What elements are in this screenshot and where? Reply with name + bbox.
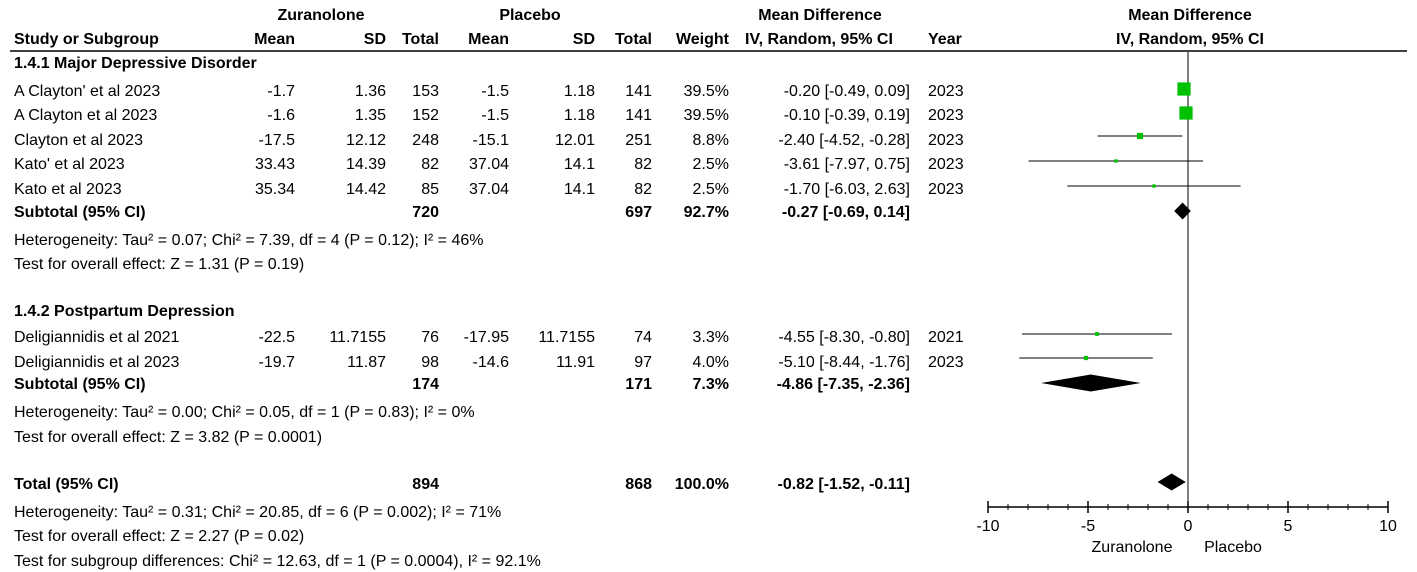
year-cell: 2023 — [928, 181, 964, 198]
subgroup-difference-text: Test for subgroup differences: Chi² = 12.63, df = 1 (P = 0.0004), I² = 92.1% — [14, 553, 541, 570]
total1-cell: 153 — [412, 83, 439, 100]
study-point-marker — [1179, 106, 1192, 119]
table-effect-header: Mean Difference — [758, 7, 882, 24]
subgroup-title: 1.4.1 Major Depressive Disorder — [14, 55, 257, 72]
total2-cell: 141 — [625, 83, 652, 100]
sd1-cell: 11.87 — [347, 354, 386, 371]
total1-cell: 894 — [412, 476, 439, 493]
total2-cell: 82 — [634, 181, 652, 198]
sd1-cell: 14.42 — [345, 181, 386, 198]
sd2-cell: 14.1 — [563, 156, 595, 173]
mean1-cell: 35.34 — [254, 181, 295, 198]
mean2-cell: -1.5 — [481, 83, 509, 100]
weight-cell: 100.0% — [674, 476, 729, 493]
study-name: A Clayton et al 2023 — [14, 107, 158, 124]
subtotal-label: Subtotal (95% CI) — [14, 376, 146, 393]
mean1-cell: -1.6 — [267, 107, 295, 124]
col-mean2-header: Mean — [468, 31, 509, 48]
weight-cell: 2.5% — [692, 156, 729, 173]
ci-cell: -0.27 [-0.69, 0.14] — [781, 204, 910, 221]
sd2-cell: 11.7155 — [538, 329, 595, 346]
mean2-cell: -14.6 — [472, 354, 509, 371]
heterogeneity-text: Heterogeneity: Tau² = 0.00; Chi² = 0.05, df = 1 (P = 0.83); I² = 0% — [14, 404, 475, 421]
table-row — [14, 156, 964, 173]
table-row — [14, 181, 964, 198]
year-cell: 2021 — [928, 329, 964, 346]
total2-cell: 251 — [625, 132, 652, 149]
weight-cell: 39.5% — [683, 83, 729, 100]
weight-cell: 39.5% — [683, 107, 729, 124]
weight-cell: 92.7% — [683, 204, 729, 221]
total1-cell: 248 — [412, 132, 439, 149]
study-name: Kato' et al 2023 — [14, 156, 125, 173]
study-point-marker — [1177, 82, 1190, 95]
weight-cell: 2.5% — [692, 181, 729, 198]
ci-cell: -0.82 [-1.52, -0.11] — [777, 476, 910, 493]
ci-cell: -5.10 [-8.44, -1.76] — [778, 354, 910, 371]
total2-cell: 82 — [634, 156, 652, 173]
plot-method-header: IV, Random, 95% CI — [1116, 31, 1264, 48]
total1-cell: 98 — [421, 354, 439, 371]
sd2-cell: 1.18 — [563, 107, 595, 124]
subgroup-title: 1.4.2 Postpartum Depression — [14, 303, 235, 320]
study-point-marker — [1152, 184, 1155, 187]
study-name: Kato et al 2023 — [14, 181, 122, 198]
sd1-cell: 12.12 — [345, 132, 386, 149]
axis-left-label: Zuranolone — [1091, 539, 1173, 556]
mean2-cell: 37.04 — [468, 181, 509, 198]
year-cell: 2023 — [928, 107, 964, 124]
weight-cell: 4.0% — [692, 354, 729, 371]
summary-diamond — [1158, 474, 1186, 491]
sd2-cell: 14.1 — [563, 181, 595, 198]
axis-right-label: Placebo — [1204, 539, 1262, 556]
weight-cell: 7.3% — [692, 376, 729, 393]
ci-cell: -2.40 [-4.52, -0.28] — [778, 132, 910, 149]
mean1-cell: -1.7 — [267, 83, 295, 100]
x-tick-label: -10 — [976, 518, 1000, 535]
col-ci-header: IV, Random, 95% CI — [745, 31, 893, 48]
total1-cell: 152 — [412, 107, 439, 124]
sd2-cell: 12.01 — [554, 132, 595, 149]
overall-effect-text: Test for overall effect: Z = 1.31 (P = 0.19) — [14, 256, 305, 273]
total2-cell: 97 — [634, 354, 652, 371]
ci-cell: -4.86 [-7.35, -2.36] — [776, 376, 910, 393]
ci-cell: -0.20 [-0.49, 0.09] — [783, 83, 910, 100]
group2-header: Placebo — [499, 7, 561, 24]
subtotal-row — [14, 376, 910, 393]
mean1-cell: -19.7 — [258, 354, 295, 371]
sd1-cell: 1.35 — [354, 107, 386, 124]
summary-diamond — [1041, 375, 1141, 392]
total-row — [14, 476, 910, 493]
x-tick-label: 0 — [1183, 518, 1193, 535]
study-name: A Clayton' et al 2023 — [14, 83, 161, 100]
mean2-cell: 37.04 — [468, 156, 509, 173]
year-cell: 2023 — [928, 156, 964, 173]
total2-cell: 868 — [625, 476, 652, 493]
x-tick-label: 5 — [1283, 518, 1293, 535]
col-mean1-header: Mean — [254, 31, 295, 48]
weight-cell: 8.8% — [692, 132, 729, 149]
heterogeneity-text: Heterogeneity: Tau² = 0.07; Chi² = 7.39, df = 4 (P = 0.12); I² = 46% — [14, 232, 484, 249]
plot-effect-header: Mean Difference — [1128, 7, 1252, 24]
study-name: Deligiannidis et al 2021 — [14, 329, 180, 346]
subtotal-row — [14, 204, 910, 221]
sd2-cell: 11.91 — [556, 354, 595, 371]
sd1-cell: 11.7155 — [329, 329, 386, 346]
ci-cell: -3.61 [-7.97, 0.75] — [783, 156, 910, 173]
mean2-cell: -1.5 — [481, 107, 509, 124]
table-row — [14, 329, 964, 346]
mean1-cell: 33.43 — [254, 156, 295, 173]
mean2-cell: -17.95 — [463, 329, 509, 346]
year-cell: 2023 — [928, 132, 964, 149]
col-total1-header: Total — [401, 31, 439, 48]
sd2-cell: 1.18 — [563, 83, 595, 100]
sd1-cell: 1.36 — [354, 83, 386, 100]
sd1-cell: 14.39 — [345, 156, 386, 173]
ci-cell: -0.10 [-0.39, 0.19] — [783, 107, 910, 124]
mean1-cell: -22.5 — [258, 329, 295, 346]
x-tick-label: 10 — [1379, 518, 1397, 535]
total2-cell: 697 — [625, 204, 652, 221]
total1-cell: 720 — [412, 204, 439, 221]
col-sd2-header: SD — [572, 31, 595, 48]
overall-effect-text: Test for overall effect: Z = 2.27 (P = 0.02) — [14, 528, 305, 545]
table-row — [14, 83, 964, 100]
table-row — [14, 354, 964, 371]
subtotal-label: Subtotal (95% CI) — [14, 204, 146, 221]
study-point-marker — [1137, 133, 1143, 139]
mean1-cell: -17.5 — [258, 132, 295, 149]
col-total2-header: Total — [614, 31, 652, 48]
total1-cell: 76 — [421, 329, 439, 346]
total2-cell: 171 — [625, 376, 652, 393]
x-tick-label: -5 — [1080, 518, 1096, 535]
heterogeneity-text: Heterogeneity: Tau² = 0.31; Chi² = 20.85, df = 6 (P = 0.002); I² = 71% — [14, 504, 502, 521]
col-study-header: Study or Subgroup — [14, 31, 159, 48]
ci-cell: -4.55 [-8.30, -0.80] — [778, 329, 910, 346]
table-row — [14, 132, 964, 149]
total1-cell: 174 — [412, 376, 439, 393]
weight-cell: 3.3% — [692, 329, 729, 346]
total-label: Total (95% CI) — [14, 476, 119, 493]
total1-cell: 85 — [421, 181, 439, 198]
total2-cell: 74 — [634, 329, 652, 346]
year-cell: 2023 — [928, 83, 964, 100]
forest-plot-area — [976, 52, 1397, 535]
col-weight-header: Weight — [675, 31, 729, 48]
group1-header: Zuranolone — [277, 7, 365, 24]
table-row — [14, 107, 964, 124]
ci-cell: -1.70 [-6.03, 2.63] — [783, 181, 910, 198]
overall-effect-text: Test for overall effect: Z = 3.82 (P = 0.0001) — [14, 429, 323, 446]
study-point-marker — [1084, 356, 1088, 360]
study-point-marker — [1114, 159, 1117, 162]
col-year-header: Year — [928, 31, 962, 48]
total1-cell: 82 — [421, 156, 439, 173]
total2-cell: 141 — [625, 107, 652, 124]
study-point-marker — [1095, 332, 1099, 336]
year-cell: 2023 — [928, 354, 964, 371]
study-name: Clayton et al 2023 — [14, 132, 143, 149]
mean2-cell: -15.1 — [472, 132, 509, 149]
col-sd1-header: SD — [363, 31, 386, 48]
study-name: Deligiannidis et al 2023 — [14, 354, 180, 371]
